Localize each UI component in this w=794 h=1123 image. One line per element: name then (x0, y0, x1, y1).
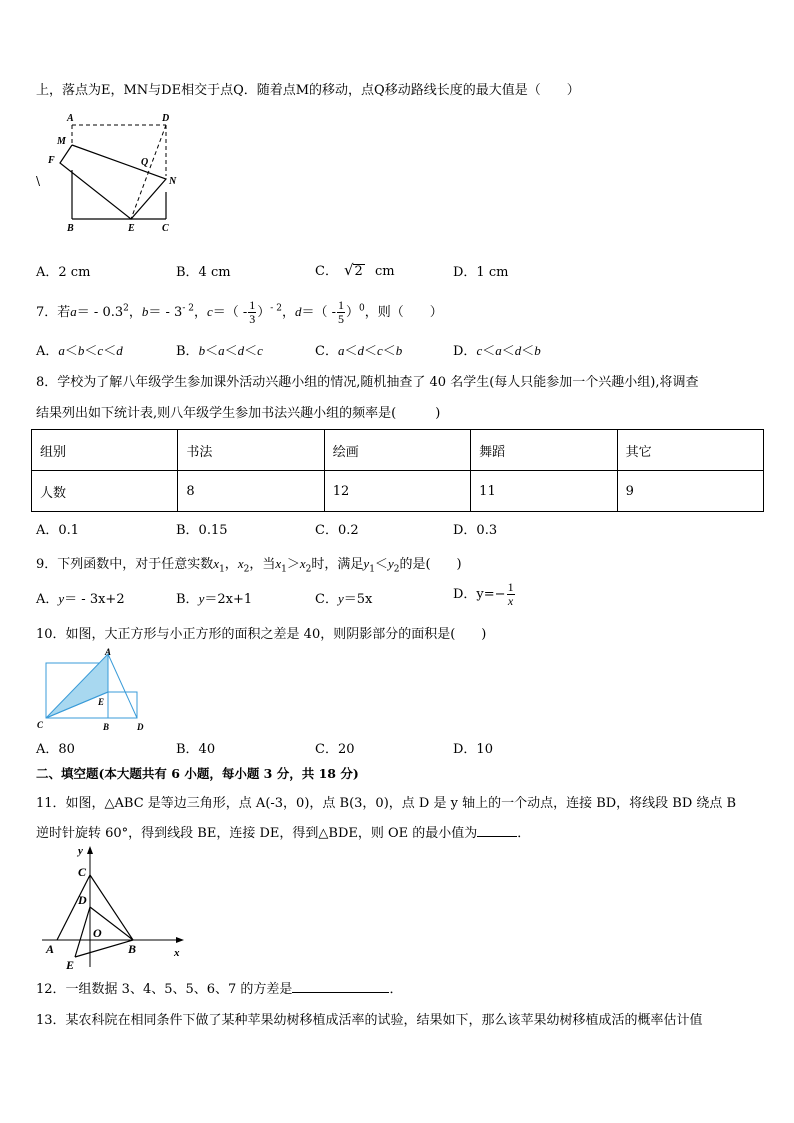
q8-option-a: A．0.1 (36, 523, 80, 538)
table-cell: 绘画 (324, 430, 470, 471)
q7-c-fraction (248, 299, 256, 326)
q8-option-c: C．0.2 (315, 523, 359, 538)
q9-pre: 9．下列函数中，对于任意实数 (36, 557, 214, 572)
q9-option-a: A．y＝ - 3x+2 (36, 591, 125, 607)
table-header-row (32, 430, 764, 471)
y-axis-arrow (87, 846, 93, 854)
table-cell: 舞蹈 (471, 430, 617, 471)
fig11-label-x: x (174, 947, 180, 959)
q8-table (31, 429, 764, 512)
q9-option-c: C．y＝5x (315, 591, 373, 607)
q7-c-open: ＝（ - (212, 305, 248, 320)
fig10-label-C: C (37, 720, 44, 730)
de-line (75, 907, 90, 957)
table-row (32, 471, 764, 512)
q6-stem: 上，落点为E，MN与DE相交于点Q．随着点M的移动，点Q移动路线长度的最大值是（ ） (36, 83, 580, 98)
table-cell: 书法 (178, 430, 324, 471)
stray-mark: \ (36, 174, 41, 188)
q10-option-d: D．10 (453, 742, 493, 757)
q8-option-d: D．0.3 (453, 523, 498, 538)
q7-d-numerator: 1 (337, 298, 344, 312)
fig11-label-B: B (128, 942, 137, 956)
q7-d-exponent: 0 (359, 303, 365, 314)
q6-option-c-label: C． (315, 264, 338, 279)
q10-figure (36, 646, 156, 736)
q9-option-b: B．y＝2x+1 (176, 591, 253, 607)
q7-option-b: B．b＜a＜d＜c (176, 343, 263, 359)
q7-c-denominator: 3 (249, 312, 256, 326)
q6-option-b: B．4 cm (176, 265, 231, 280)
fig10-label-D: D (137, 722, 144, 732)
q7-a-exponent: 2 (123, 303, 129, 314)
q7-b-value: ＝ - 3 (148, 305, 183, 320)
table-cell: 11 (471, 471, 617, 512)
table-cell: 组别 (32, 430, 178, 471)
q7-c-numerator: 1 (249, 298, 256, 312)
q7-option-c: C．a＜d＜c＜b (315, 343, 403, 359)
table-cell: 8 (178, 471, 324, 512)
q7-a-value: ＝ - 0.3 (76, 305, 124, 320)
q7-var-a: a (70, 304, 77, 319)
q7-c-exponent: - 2 (270, 303, 282, 314)
q7-d-open: ＝（ - (301, 305, 336, 320)
fig6-label-D: D (162, 113, 170, 124)
q10-option-c: C．20 (315, 742, 355, 757)
q7-stem: 7．若$a= - 0.3^2$，$b= - 3^{- 2}$，c＝（ - $\frac{1}{3}$ ）$^{- 2}$，d＝（ - $\frac{1}{5}$ ）$^0$，则（ ） (36, 298, 443, 326)
answer-blank (292, 992, 389, 993)
shaded-triangle (46, 654, 108, 718)
fig11-label-D: D (78, 893, 87, 907)
q8-stem-line1: 8．学校为了解八年级学生参加课外活动兴趣小组的情况,随机抽查了 40 名学生(每人只能参加一个兴趣小组),将调查 (36, 375, 699, 390)
q7-number: 7．若 (36, 305, 71, 320)
q10-option-a: A．80 (36, 742, 75, 757)
q7-option-a: A．a＜b＜c＜d (36, 343, 123, 359)
fig11-label-E: E (66, 958, 75, 972)
q9-option-d: D．y=− $\frac{1}{x}$ (453, 580, 514, 608)
fig6-label-A: A (67, 113, 74, 124)
q10-option-b: B．40 (176, 742, 216, 757)
table-cell: 9 (617, 471, 763, 512)
q7-d-denominator: 5 (337, 312, 344, 326)
fig10-label-A: A (105, 647, 112, 657)
fig11-label-O: O (93, 926, 102, 940)
q7-d-fraction (337, 299, 345, 326)
q8-stem-line2: 结果列出如下统计表,则八年级学生参加书法兴趣小组的频率是( ) (36, 406, 441, 421)
q7-var-c: c (206, 304, 213, 319)
folded-quad (60, 145, 166, 219)
fig11-label-C: C (78, 865, 87, 879)
fig6-label-E: E (128, 223, 135, 234)
q7-b-exponent: - 2 (182, 303, 194, 314)
section-title: 二、填空题(本大题共有 6 小题，每小题 3 分，共 18 分) (36, 766, 359, 781)
eb-line (75, 940, 133, 957)
q6-option-c-radicand: 2 (354, 264, 363, 279)
de-dashed-line (131, 125, 166, 219)
x-axis-arrow (176, 937, 184, 943)
q6-option-a: A．2 cm (36, 265, 91, 280)
fig11-label-y: y (78, 845, 83, 857)
q6-option-d: D．1 cm (453, 265, 509, 280)
fig10-label-E: E (98, 697, 105, 707)
q8-option-b: B．0.15 (176, 523, 228, 538)
q10-stem: 10．如图，大正方形与小正方形的面积之差是 40，则阴影部分的面积是( ) (36, 627, 487, 642)
q12-stem: 12．一组数据 3、4、5、5、6、7 的方差是 ． (36, 982, 403, 997)
q11-figure (40, 842, 190, 972)
table-cell: 人数 (32, 471, 178, 512)
fig6-label-Q: Q (141, 157, 149, 168)
answer-blank (477, 836, 517, 837)
fig6-label-N: N (169, 176, 177, 187)
fig6-label-B: B (67, 223, 74, 234)
q7-d-close: ） (345, 305, 359, 320)
ac-line (57, 875, 90, 940)
fig6-label-M: M (57, 136, 66, 147)
q6-option-c (315, 263, 395, 279)
q6-option-c-unit: cm (374, 264, 395, 279)
q9-stem: 9．下列函数中，对于任意实数$x_1$，$x_2$，当$x_1>x_2$时，满足$y_1<y_2$的是( ) (36, 556, 462, 575)
fig11-label-A: A (46, 942, 55, 956)
table-cell: 其它 (617, 430, 763, 471)
q7-option-d: D．c＜a＜d＜b (453, 343, 541, 359)
fig6-label-F: F (48, 155, 55, 166)
table-cell: 12 (324, 471, 470, 512)
fig6-label-C: C (162, 223, 169, 234)
sqrt-icon: √ (343, 261, 354, 279)
small-square (108, 692, 137, 718)
q7-c-close: ） (257, 305, 271, 320)
q13-stem: 13．某农科院在相同条件下做了某种苹果幼树移植成活率的试验，结果如下，那么该苹果幼树移植成活的概率估计值 (36, 1013, 703, 1028)
q7-tail: ，则（ ） (364, 305, 443, 320)
q6-figure (40, 108, 190, 236)
q7-var-b: b (141, 304, 149, 319)
fig10-label-B: B (103, 722, 110, 732)
q11-stem-line1: 11．如图，△ABC 是等边三角形，点 A(-3，0)，点 B(3，0)，点 D 是 y 轴上的一个动点，连接 BD，将线段 BD 绕点 B (36, 796, 737, 811)
q11-stem-line2: 逆时针旋转 60°，得到线段 BE，连接 DE，得到△BDE，则 OE 的最小值为 ． (36, 826, 531, 841)
ad-line (108, 654, 137, 718)
q7-var-d: d (294, 304, 302, 319)
